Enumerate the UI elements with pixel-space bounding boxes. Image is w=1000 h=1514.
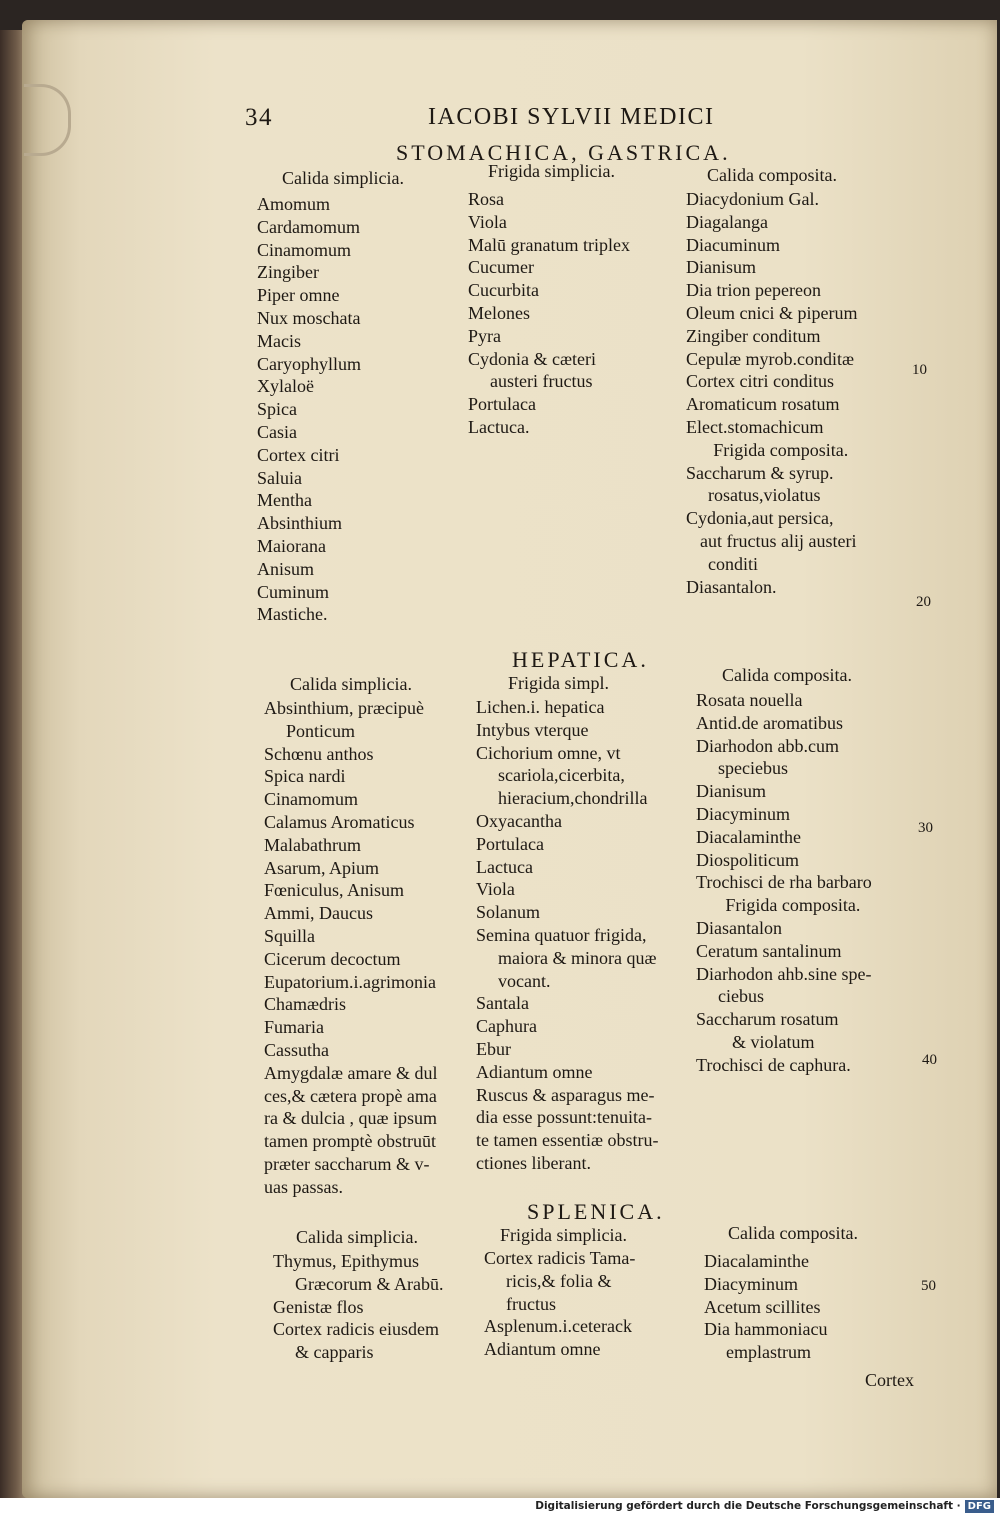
list-item: Casia	[257, 421, 297, 442]
list-item: ra & dulcia , quæ ipsum	[264, 1108, 437, 1129]
list-item: Viola	[476, 879, 515, 900]
page-number: 34	[245, 104, 273, 131]
stomachica-col2-list	[468, 188, 630, 439]
list-item: ricis,& folia &	[506, 1270, 612, 1291]
splenica-col3-head: Calida composita.	[728, 1223, 858, 1243]
list-item: Græcorum & Arabū.	[295, 1273, 444, 1294]
list-item: præter saccharum & v-	[264, 1153, 430, 1174]
line-number-20: 20	[916, 594, 931, 610]
list-item: Ponticum	[286, 720, 356, 741]
list-item: aut fructus alij austeri	[700, 530, 857, 551]
list-item: Oxyacantha	[476, 810, 562, 831]
footer-text: Digitalisierung gefördert durch die Deutsche Forschungsgemeinschaft ·	[535, 1500, 961, 1512]
list-item: Trochisci de caphura.	[696, 1054, 851, 1075]
list-item: conditi	[708, 553, 758, 574]
list-item: Diospoliticum	[696, 849, 799, 870]
list-item: Cortex radicis Tama-	[484, 1248, 636, 1268]
list-item: Elect.stomachicum	[686, 416, 824, 437]
splenica-col1-head: Calida simplicia.	[296, 1227, 418, 1247]
list-item: te tamen essentiæ obstru-	[476, 1130, 659, 1151]
list-item: Saluia	[257, 467, 302, 488]
list-item: Eupatorium.i.agrimonia	[264, 971, 436, 992]
list-item: Semina quatuor frigida,	[476, 924, 647, 945]
list-item: Amygdalæ amare & dul	[264, 1062, 438, 1083]
list-item: Genistæ flos	[273, 1296, 364, 1317]
list-item: Ebur	[476, 1038, 511, 1059]
line-number-30: 30	[918, 820, 933, 836]
list-item: speciebus	[718, 758, 788, 779]
list-item: Diacydonium Gal.	[686, 189, 819, 209]
list-item: Rosata nouella	[696, 690, 803, 710]
hepatica-col2-list	[476, 696, 658, 1175]
list-item: Ruscus & asparagus me-	[476, 1084, 655, 1105]
list-item: Mentha	[257, 490, 312, 511]
list-item: Xylaloë	[257, 376, 314, 397]
line-number-40: 40	[922, 1052, 937, 1068]
stomachica-col1-list	[257, 193, 361, 626]
list-item: Portulaca	[476, 833, 544, 854]
line-number-10: 10	[912, 362, 927, 378]
list-item: Diarhodon abb.cum	[696, 735, 839, 756]
list-item: Caryophyllum	[257, 353, 361, 374]
list-item: Cassutha	[264, 1039, 329, 1060]
splenica-col2-list	[484, 1247, 635, 1361]
list-item: Asplenum.i.ceterack	[484, 1316, 632, 1337]
list-item: Squilla	[264, 925, 316, 946]
hepatica-col3-list	[696, 689, 872, 1077]
list-item: Viola	[468, 211, 507, 232]
list-item: Dia hammoniacu	[704, 1319, 828, 1340]
splenica-col3-list	[704, 1250, 827, 1364]
list-item: tamen promptè obstruūt	[264, 1131, 436, 1152]
list-item: Macis	[257, 330, 301, 351]
list-item: Ceratum santalinum	[696, 940, 842, 961]
digitization-footer	[0, 1498, 1000, 1514]
list-item: ces,& cætera propè ama	[264, 1085, 437, 1106]
catchword: Cortex	[865, 1370, 914, 1390]
list-item: Spica nardi	[264, 766, 346, 787]
dfg-logo-icon: DFG	[965, 1500, 994, 1513]
list-item: Caphura	[476, 1016, 537, 1037]
list-item: Portulaca	[468, 394, 536, 415]
stomachica-col2-head: Frigida simplicia.	[488, 161, 615, 181]
list-item: Ammi, Daucus	[264, 903, 373, 924]
list-item: Fumaria	[264, 1017, 324, 1038]
list-item: fructus	[506, 1293, 556, 1314]
list-item: Asarum, Apium	[264, 857, 379, 878]
list-item: Zingiber	[257, 262, 319, 283]
list-item: Piper omne	[257, 285, 340, 306]
line-number-50: 50	[921, 1278, 936, 1294]
list-item: Maiorana	[257, 535, 326, 556]
section-title-splenica: SPLENICA.	[527, 1199, 665, 1224]
list-item: Calamus Aromaticus	[264, 811, 415, 832]
list-item: Cortex citri conditus	[686, 371, 834, 392]
list-item: Nux moschata	[257, 307, 361, 328]
list-item: Adiantum omne	[484, 1339, 601, 1360]
list-item: Dia trion pepereon	[686, 280, 821, 301]
hepatica-col2-head: Frigida simpl.	[508, 673, 610, 693]
list-item: Dianisum	[686, 257, 756, 278]
list-item: Cinamomum	[257, 239, 351, 260]
list-item: Saccharum rosatum	[696, 1009, 839, 1030]
list-item: Santala	[476, 993, 529, 1014]
list-item: Oleum cnici & piperum	[686, 302, 858, 323]
list-item: Chamædris	[264, 994, 347, 1015]
list-item: Diacalaminthe	[704, 1251, 809, 1271]
list-item: Cucurbita	[468, 280, 539, 301]
list-item: Diacuminum	[686, 234, 780, 255]
stomachica-col3-head: Calida composita.	[707, 165, 837, 185]
list-item: Saccharum & syrup.	[686, 462, 834, 483]
list-item: rosatus,violatus	[708, 485, 821, 506]
list-item: Schœnu anthos	[264, 743, 374, 764]
list-item: austeri fructus	[490, 371, 593, 392]
list-item: hieracium,chondrilla	[498, 788, 648, 809]
list-item: Anisum	[257, 558, 315, 579]
list-item: Intybus vterque	[476, 719, 589, 740]
list-item: Solanum	[476, 902, 541, 923]
list-item: Diacalaminthe	[696, 826, 801, 847]
list-item: Malū granatum triplex	[468, 234, 630, 255]
list-item: ctiones liberant.	[476, 1152, 591, 1173]
list-item: Diasantalon.	[686, 576, 777, 597]
list-item: & violatum	[732, 1031, 815, 1052]
list-item: uas passas.	[264, 1176, 343, 1197]
list-item: Cydonia,aut persica,	[686, 508, 834, 529]
list-item: Cucumer	[468, 257, 534, 278]
list-item: Spica	[257, 399, 297, 420]
list-item: Mastiche.	[257, 604, 328, 625]
splenica-col1-list	[273, 1250, 443, 1364]
list-item: Diacyminum	[696, 803, 790, 824]
list-subhead: Frigida composita.	[725, 895, 861, 916]
list-item: Acetum scillites	[704, 1296, 821, 1317]
running-head: IACOBI SYLVII MEDICI	[428, 104, 715, 130]
list-item: ciebus	[718, 986, 764, 1007]
list-subhead: Frigida composita.	[713, 439, 849, 460]
list-item: Cuminum	[257, 581, 330, 602]
list-item: Cichorium omne, vt	[476, 742, 621, 763]
list-item: Cortex citri	[257, 444, 340, 465]
list-item: Cicerum decoctum	[264, 948, 401, 969]
hepatica-col1-head: Calida simplicia.	[290, 674, 412, 694]
stomachica-col1-head: Calida simplicia.	[282, 168, 404, 188]
list-item: Trochisci de rha barbaro	[696, 872, 872, 893]
list-item: Rosa	[468, 189, 504, 209]
list-item: & capparis	[295, 1342, 374, 1363]
list-item: Aromaticum rosatum	[686, 394, 840, 415]
list-item: Diarhodon ahb.sine spe-	[696, 963, 872, 984]
stomachica-col3-list	[686, 188, 857, 598]
section-title-stomachica: STOMACHICA, GASTRICA.	[396, 140, 731, 165]
list-item: emplastrum	[726, 1342, 811, 1363]
list-item: dia esse possunt:tenuita-	[476, 1107, 652, 1128]
list-item: Pyra	[468, 325, 501, 346]
section-title-hepatica: HEPATICA.	[512, 647, 649, 672]
list-item: Zingiber conditum	[686, 325, 821, 346]
list-item: Cydonia & cæteri	[468, 348, 596, 369]
splenica-col2-head: Frigida simplicia.	[500, 1225, 627, 1245]
list-item: Antid.de aromatibus	[696, 712, 843, 733]
list-item: Cardamomum	[257, 216, 360, 237]
list-item: Dianisum	[696, 781, 766, 802]
list-item: maiora & minora quæ	[498, 947, 657, 968]
list-item: scariola,cicerbita,	[498, 765, 625, 786]
list-item: Lichen.i. hepatica	[476, 697, 605, 717]
list-item: Malabathrum	[264, 834, 361, 855]
list-item: Lactuca	[476, 856, 533, 877]
list-item: Absinthium	[257, 513, 343, 534]
list-item: Thymus, Epithymus	[273, 1251, 420, 1271]
list-item: Fœniculus, Anisum	[264, 880, 405, 901]
list-item: Melones	[468, 302, 530, 323]
list-item: Amomum	[257, 194, 331, 214]
list-item: Lactuca.	[468, 416, 530, 437]
list-item: Cepulæ myrob.conditæ	[686, 348, 854, 369]
list-item: Absinthium, præcipuè	[264, 698, 424, 718]
hepatica-col1-list	[264, 697, 437, 1199]
list-item: Diacyminum	[704, 1273, 798, 1294]
list-item: Diagalanga	[686, 211, 768, 232]
list-item: Adiantum omne	[476, 1061, 593, 1082]
list-item: Diasantalon	[696, 917, 782, 938]
page-header	[0, 104, 1000, 138]
hepatica-col3-head: Calida composita.	[722, 665, 852, 685]
list-item: vocant.	[498, 970, 551, 991]
list-item: Cortex radicis eiusdem	[273, 1319, 439, 1340]
list-item: Cinamomum	[264, 789, 358, 810]
